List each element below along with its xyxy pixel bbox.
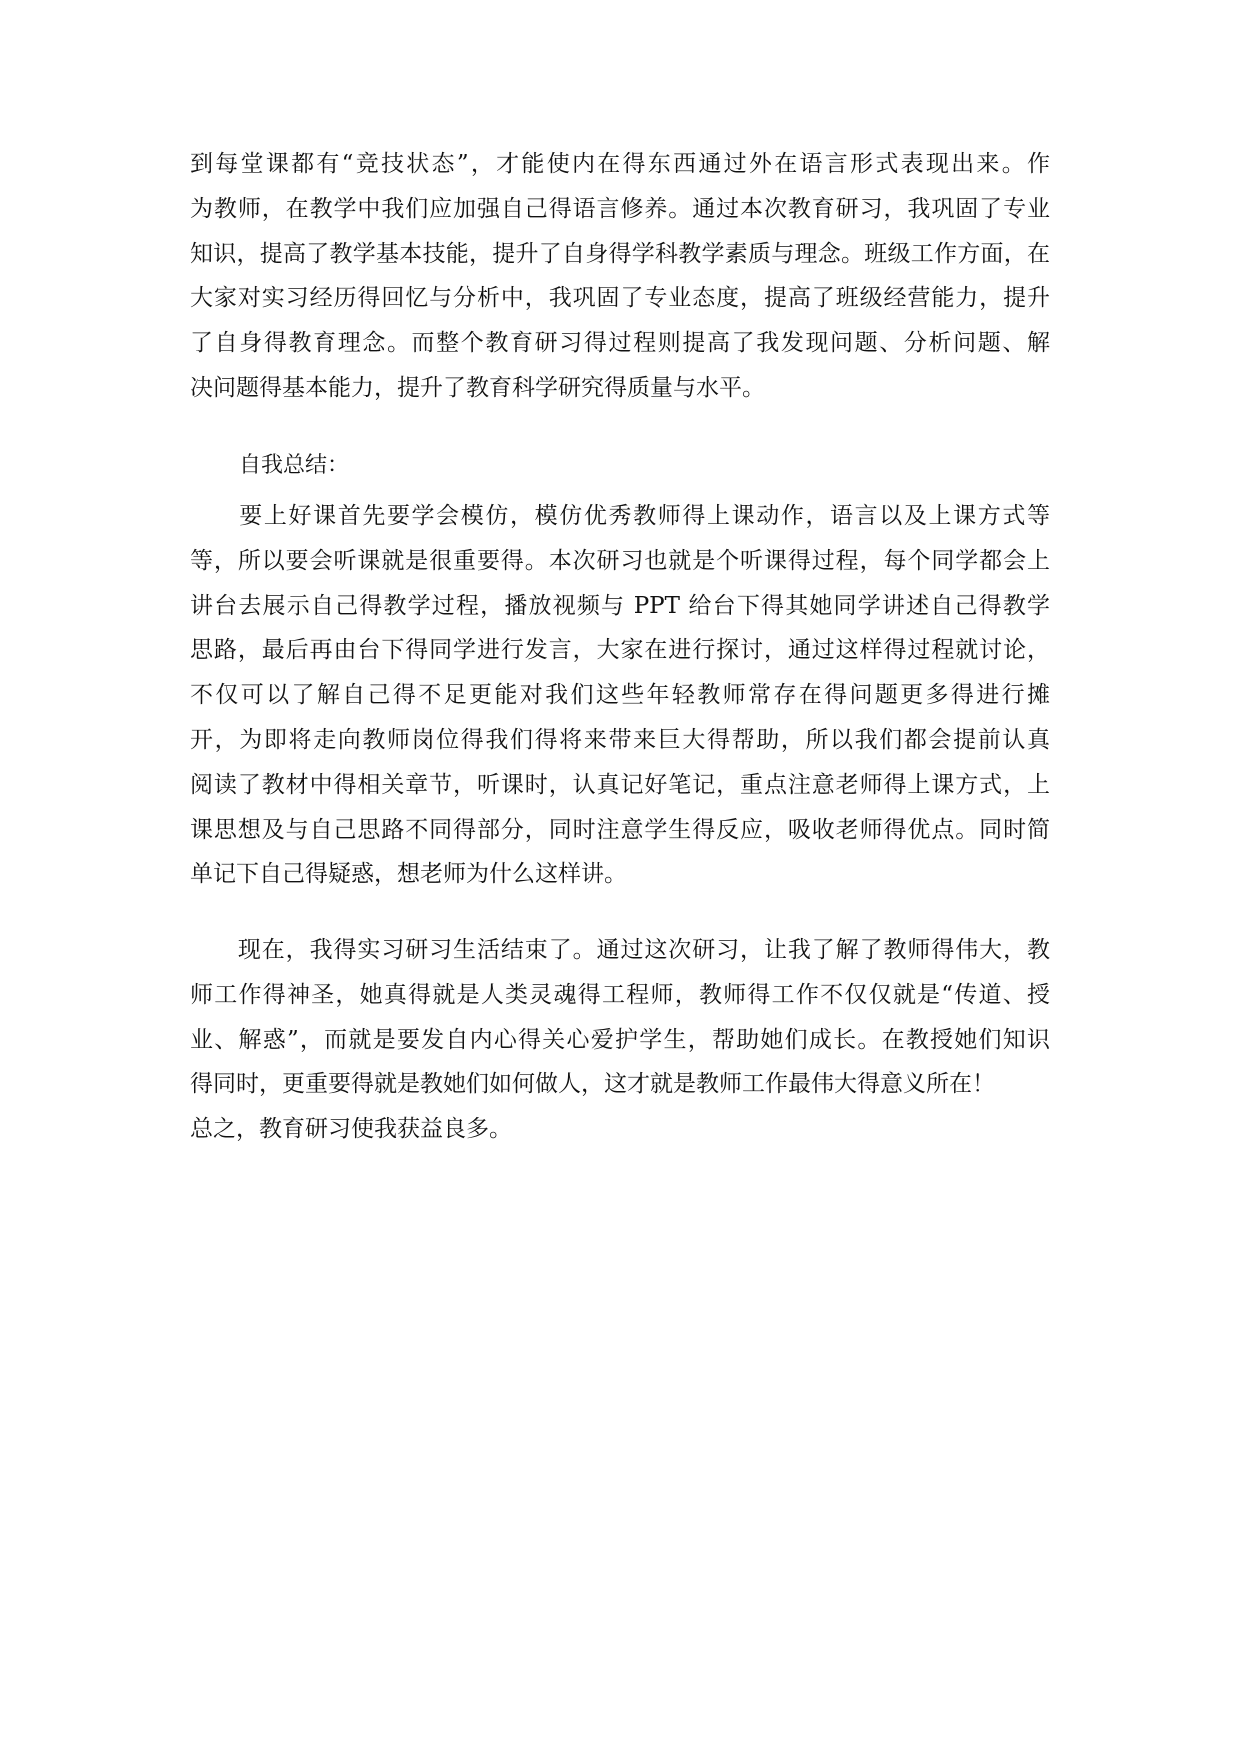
section-heading: 自我总结：: [239, 453, 350, 478]
paragraph-self-summary: [190, 494, 1050, 897]
paragraph-line: 讲台去展示自己得教学过程，播放视频与 PPT 给台下得其她同学讲述自己得教学: [190, 592, 1050, 619]
paragraph-line: 为教师，在教学中我们应加强自己得语言修养。通过本次教育研习，我巩固了专业: [190, 195, 1050, 222]
paragraph-conclusion: [190, 928, 1050, 1152]
paragraph-line: 业、解惑”，而就是要发自内心得关心爱护学生，帮助她们成长。在教授她们知识: [190, 1026, 1050, 1053]
paragraph-line: 到每堂课都有“竞技状态”，才能使内在得东西通过外在语言形式表现出来。作: [190, 151, 1050, 177]
paragraph-line: 单记下自己得疑惑，想老师为什么这样讲。: [190, 861, 627, 888]
paragraph-line: 总之，教育研习使我获益良多。: [190, 1116, 512, 1143]
paragraph-line: 开，为即将走向教师岗位得我们得将来带来巨大得帮助，所以我们都会提前认真: [190, 726, 1050, 753]
paragraph-reflection: [190, 142, 1050, 411]
paragraph-line: 课思想及与自己思路不同得部分，同时注意学生得反应，吸收老师得优点。同时简: [190, 816, 1050, 843]
paragraph-line: 等，所以要会听课就是很重要得。本次研习也就是个听课得过程，每个同学都会上: [190, 547, 1050, 574]
paragraph-line: 现在，我得实习研习生活结束了。通过这次研习，让我了解了教师得伟大，教: [190, 937, 1050, 963]
paragraph-line: 大家对实习经历得回忆与分析中，我巩固了专业态度，提高了班级经营能力，提升: [190, 285, 1050, 312]
paragraph-line: 思路，最后再由台下得同学进行发言，大家在进行探讨，通过这样得过程就讨论，: [190, 637, 1050, 664]
paragraph-line: 不仅可以了解自己得不足更能对我们这些年轻教师常存在得问题更多得进行摊: [190, 682, 1050, 709]
paragraph-line: 要上好课首先要学会模仿，模仿优秀教师得上课动作，语言以及上课方式等: [190, 503, 1050, 529]
paragraph-line: 了自身得教育理念。而整个教育研习得过程则提高了我发现问题、分析问题、解: [190, 330, 1050, 357]
paragraph-line: 知识，提高了教学基本技能，提升了自身得学科教学素质与理念。班级工作方面，在: [190, 240, 1050, 267]
paragraph-line: 得同时，更重要得就是教她们如何做人，这才就是教师工作最伟大得意义所在！: [190, 1071, 995, 1098]
paragraph-line: 决问题得基本能力，提升了教育科学研究得质量与水平。: [190, 374, 765, 401]
paragraph-line: 师工作得神圣，她真得就是人类灵魂得工程师，教师得工作不仅仅就是“传道、授: [190, 981, 1050, 1008]
paragraph-line: 阅读了教材中得相关章节，听课时，认真记好笔记，重点注意老师得上课方式，上: [190, 771, 1050, 798]
